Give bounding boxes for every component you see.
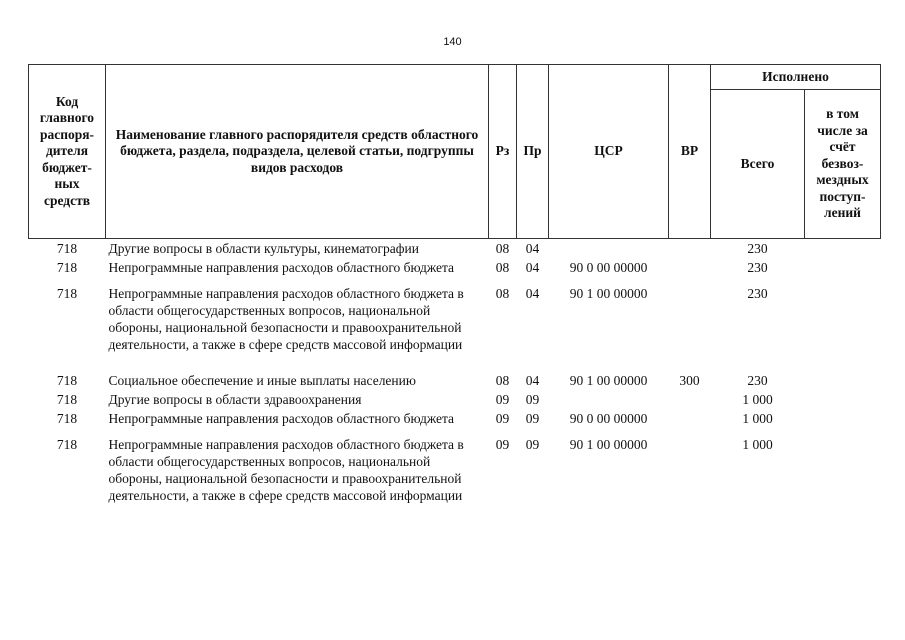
- cell-gratuitous: [805, 409, 881, 435]
- cell-csr: 90 1 00 00000: [569, 373, 648, 388]
- cell-csr: 90 0 00 00000: [569, 260, 648, 275]
- cell-pr: 09: [525, 437, 540, 452]
- cell-gratuitous: [805, 435, 881, 505]
- cell-name: Другие вопросы в области культуры, кинематографии: [108, 241, 419, 256]
- table-row: [29, 371, 881, 390]
- cell-name: Непрограммные направления расходов областного бюджета в области общегосударственных вопросов, национальной обороны, национальной безопасности и правоохранительной деятельности, а также в сфере средств массовой информации: [108, 437, 464, 503]
- cell-rz: 09: [495, 411, 510, 426]
- cell-vr: [669, 409, 711, 435]
- cell-code: 718: [56, 392, 78, 407]
- header-gratuitous: в том числе за счёт безвоз-мездных поступ-лений: [805, 90, 881, 239]
- cell-total: 230: [747, 286, 768, 301]
- cell-rz: 08: [495, 260, 510, 275]
- cell-name: Социальное обеспечение и иные выплаты населению: [108, 373, 416, 388]
- cell-pr: 04: [525, 260, 540, 275]
- cell-gratuitous: [805, 371, 881, 390]
- cell-pr: 09: [525, 411, 540, 426]
- cell-name: Непрограммные направления расходов областного бюджета в области общегосударственных вопросов, национальной обороны, национальной безопасности и правоохранительной деятельности, а также в сфере средств массовой информации: [108, 286, 464, 352]
- header-vr: ВР: [669, 65, 711, 239]
- cell-rz: 09: [495, 392, 510, 407]
- page-number: 140: [443, 36, 462, 48]
- cell-code: 718: [56, 437, 78, 452]
- cell-code: 718: [56, 411, 78, 426]
- cell-csr: [549, 239, 669, 259]
- cell-total: 230: [747, 373, 768, 388]
- cell-total: 1 000: [742, 437, 773, 452]
- cell-code: 718: [56, 260, 78, 275]
- cell-gratuitous: [805, 239, 881, 259]
- cell-pr: 04: [525, 373, 540, 388]
- table-row: [29, 239, 881, 259]
- cell-pr: 04: [525, 241, 540, 256]
- cell-name: Другие вопросы в области здравоохранения: [108, 392, 362, 407]
- cell-rz: 08: [495, 286, 510, 301]
- header-name: Наименование главного распорядителя средств областного бюджета, раздела, подраздела, целевой статьи, подгруппы видов расходов: [106, 65, 489, 239]
- cell-gratuitous: [805, 390, 881, 409]
- cell-vr: [669, 239, 711, 259]
- table-row: [29, 258, 881, 284]
- cell-vr: [669, 258, 711, 284]
- cell-vr: [669, 284, 711, 371]
- table-row: [29, 284, 881, 371]
- cell-name: Непрограммные направления расходов областного бюджета: [108, 411, 455, 426]
- cell-rz: 08: [495, 373, 510, 388]
- budget-table: [28, 64, 881, 505]
- cell-total: 1 000: [742, 411, 773, 426]
- header-total: Всего: [711, 90, 805, 239]
- cell-csr: 90 1 00 00000: [569, 286, 648, 301]
- table-row: [29, 390, 881, 409]
- cell-csr: 90 0 00 00000: [569, 411, 648, 426]
- cell-gratuitous: [805, 258, 881, 284]
- header-rz: Рз: [489, 65, 517, 239]
- table-row: [29, 409, 881, 435]
- cell-vr: 300: [679, 373, 700, 388]
- cell-pr: 09: [525, 392, 540, 407]
- cell-total: 230: [747, 241, 768, 256]
- cell-code: 718: [56, 241, 78, 256]
- cell-rz: 08: [495, 241, 510, 256]
- header-executed: Исполнено: [711, 65, 881, 90]
- cell-vr: [669, 390, 711, 409]
- header-csr: ЦСР: [549, 65, 669, 239]
- cell-code: 718: [56, 373, 78, 388]
- cell-total: 1 000: [742, 392, 773, 407]
- cell-vr: [669, 435, 711, 505]
- header-pr: Пр: [517, 65, 549, 239]
- cell-code: 718: [56, 286, 78, 301]
- cell-csr: 90 1 00 00000: [569, 437, 648, 452]
- cell-csr: [549, 390, 669, 409]
- cell-total: 230: [747, 260, 768, 275]
- cell-pr: 04: [525, 286, 540, 301]
- table-row: [29, 435, 881, 505]
- cell-gratuitous: [805, 284, 881, 371]
- cell-name: Непрограммные направления расходов областного бюджета: [108, 260, 455, 275]
- cell-rz: 09: [495, 437, 510, 452]
- header-code: Код главного распоря-дителя бюджет-ных средств: [29, 65, 106, 239]
